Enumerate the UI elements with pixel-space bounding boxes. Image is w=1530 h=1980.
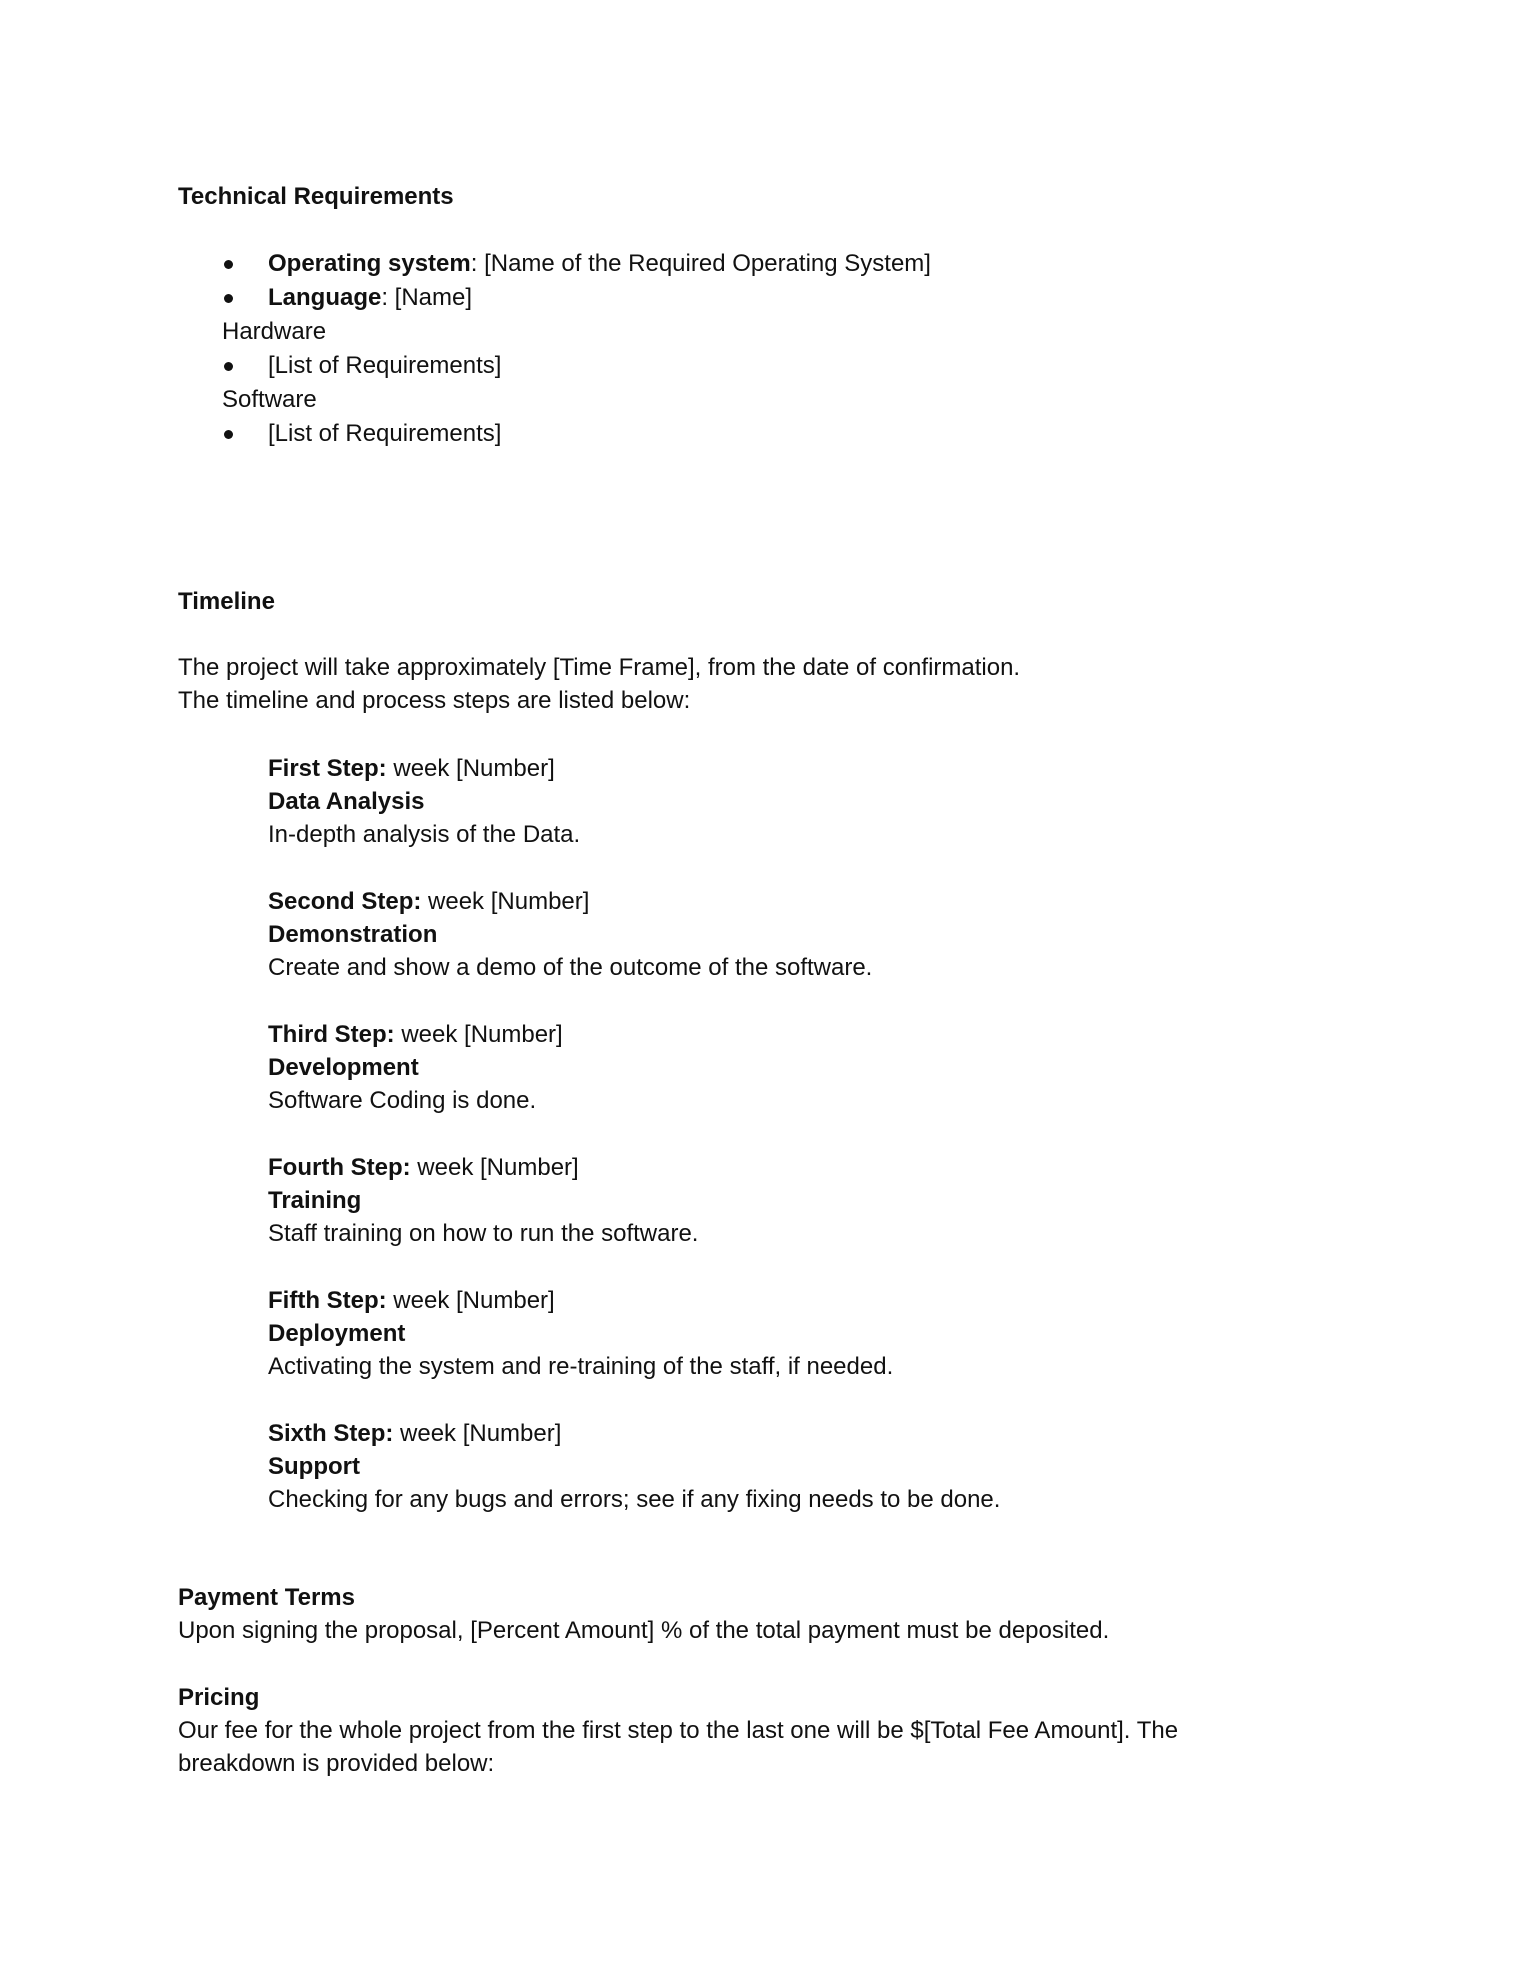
step-week: week [Number]	[386, 755, 555, 782]
timeline-step-5	[268, 1284, 893, 1383]
step-description: Staff training on how to run the software.	[268, 1220, 699, 1247]
payment-terms-heading: Payment Terms	[178, 1584, 355, 1611]
software-label: Software	[222, 386, 317, 413]
timeline-step-6	[268, 1417, 1000, 1516]
pricing-heading: Pricing	[178, 1684, 260, 1711]
step-description: Activating the system and re-training of the staff, if needed.	[268, 1353, 894, 1380]
step-label: Sixth Step:	[268, 1420, 394, 1447]
pricing-text-2: breakdown is provided below:	[178, 1750, 495, 1777]
timeline-heading: Timeline	[178, 588, 275, 615]
step-title: Data Analysis	[268, 788, 425, 815]
software-item: [List of Requirements]	[268, 420, 502, 447]
os-label: Operating system	[268, 250, 471, 277]
timeline-intro-2: The timeline and process steps are listed below:	[178, 687, 691, 714]
step-label: First Step:	[268, 755, 387, 782]
hardware-item: [List of Requirements]	[268, 352, 502, 379]
step-title: Deployment	[268, 1320, 406, 1347]
step-title: Demonstration	[268, 921, 438, 948]
timeline-step-3	[268, 1018, 563, 1117]
step-description: Create and show a demo of the outcome of the software.	[268, 954, 873, 981]
bullet-icon	[224, 294, 233, 303]
technical-requirements-heading: Technical Requirements	[178, 183, 454, 210]
step-week: week [Number]	[393, 1420, 562, 1447]
step-title: Support	[268, 1453, 360, 1480]
pricing-text-1: Our fee for the whole project from the first step to the last one will be $[Total Fee Amount]. The	[178, 1717, 1179, 1744]
step-description: Software Coding is done.	[268, 1087, 537, 1114]
step-title: Development	[268, 1054, 419, 1081]
step-week: week [Number]	[410, 1154, 579, 1181]
timeline-step-1	[268, 752, 580, 851]
os-value: : [Name of the Required Operating System]	[470, 250, 931, 277]
timeline-intro-1: The project will take approximately [Time Frame], from the date of confirmation.	[178, 654, 1021, 681]
step-label: Second Step:	[268, 888, 422, 915]
timeline-step-4	[268, 1151, 698, 1250]
payment-terms-text: Upon signing the proposal, [Percent Amount] % of the total payment must be deposited.	[178, 1617, 1110, 1644]
step-title: Training	[268, 1187, 362, 1214]
step-week: week [Number]	[394, 1021, 563, 1048]
bullet-icon	[224, 362, 233, 371]
step-label: Fourth Step:	[268, 1154, 411, 1181]
step-week: week [Number]	[386, 1287, 555, 1314]
step-label: Fifth Step:	[268, 1287, 387, 1314]
language-label: Language	[268, 284, 382, 311]
timeline-step-2	[268, 885, 872, 984]
step-label: Third Step:	[268, 1021, 395, 1048]
language-value: : [Name]	[381, 284, 473, 311]
hardware-label: Hardware	[222, 318, 327, 345]
step-week: week [Number]	[421, 888, 590, 915]
bullet-icon	[224, 430, 233, 439]
step-description: In-depth analysis of the Data.	[268, 821, 581, 848]
step-description: Checking for any bugs and errors; see if any fixing needs to be done.	[268, 1486, 1001, 1513]
bullet-icon	[224, 260, 233, 269]
